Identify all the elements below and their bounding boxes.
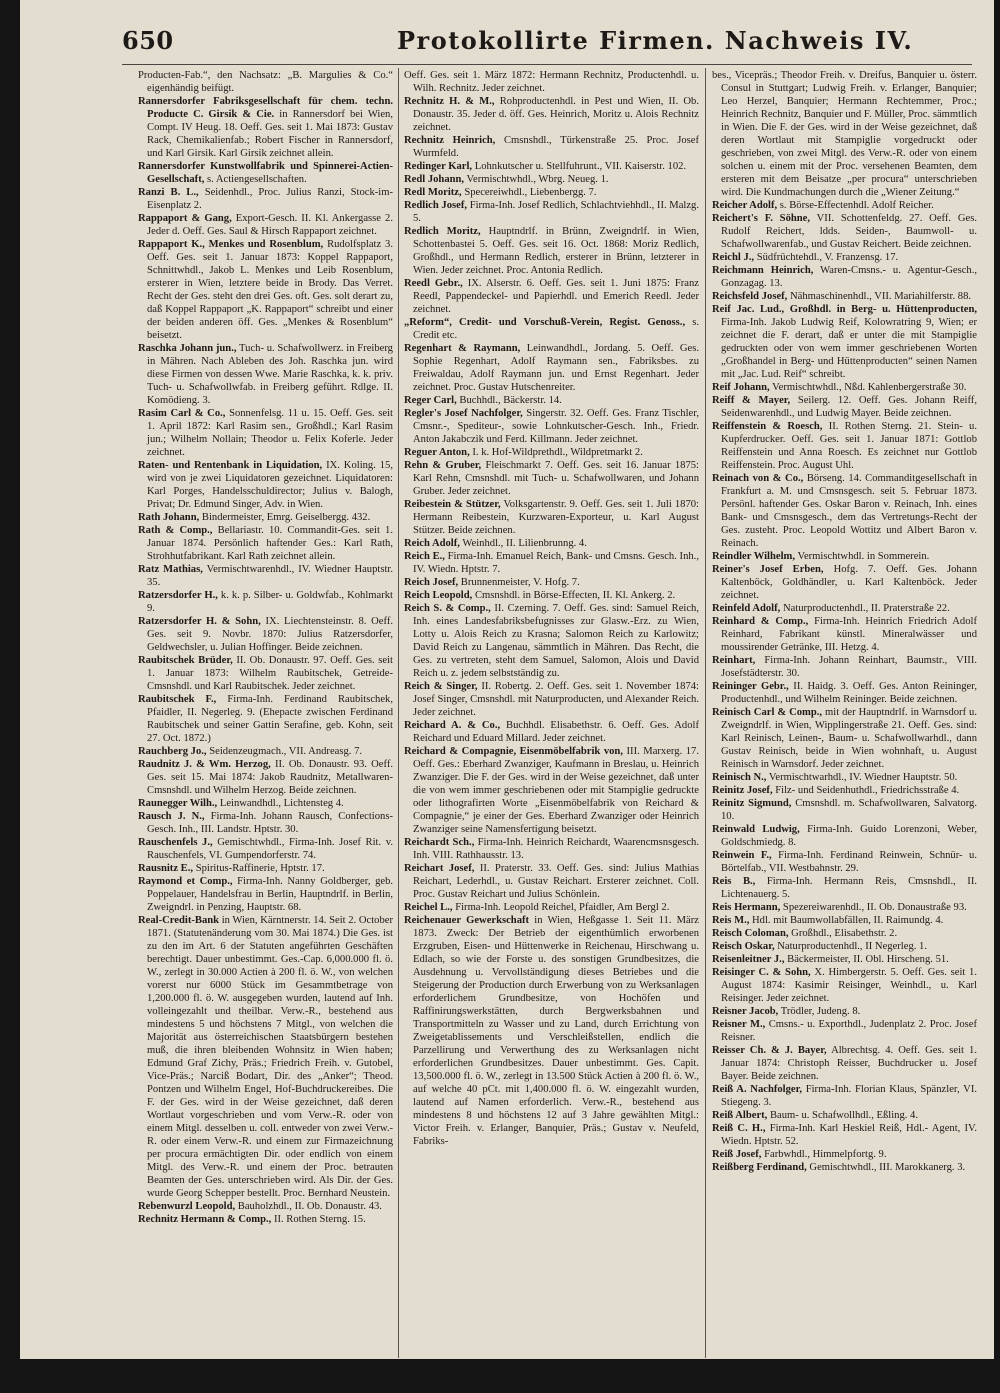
firm-name: Reiß A. Nachfolger, [712,1084,802,1095]
firm-entry [404,199,699,225]
firm-details: IX. Alserstr. 6. Oeff. Ges. seit 1. Juni 1875: Franz Reedl, Pappendeckel- und Papierhdl. und Emerich Reedl. Jeder zeichnet. [413,278,699,315]
firm-name: Reinisch N., [712,772,767,783]
firm-details: Leinwandhdl., Jordang. 5. Oeff. Ges. Sophie Regenhart, Adolf Raymann sen., Fabriksbes. zu Freiwaldau, Adolf Raymann jun. und Ernst Regenhart. Jeder zeichnet. Proc. Gustav Hutschenreiter. [413,343,699,393]
firm-entry [138,69,393,95]
firm-details: II. Rothen Sterng. 15. [273,1214,366,1225]
firm-details: Seilerg. 12. Oeff. Ges. Johann Reiff, Seidenwarenhdl., und Ludwig Mayer. Beide zeichnen. [721,395,977,419]
firm-entry [404,459,699,498]
firm-entry [712,602,977,615]
firm-details: Vermischtwhdl., Nßd. Kahlenbergerstraße 30. [772,382,967,393]
firm-details: IX. Liechtensteinstr. 8. Oeff. Ges. seit 9. Novbr. 1870: Julius Ratzersdorfer, Geldwechsler, u. Julian Hoffinger. Beide zeichnen. [147,616,393,653]
firm-details: mit der Hauptndrlf. in Warnsdorf u. Zweigndrlf. in Wien, Wipplingerstraße 21. Oeff. Ges. sind: Karl Reinisch, Leinen-, Baum- u. Schafwollwarhdl., dann Gustav Reinisch, beide in Wien wohnhaft, u. August Reinisch in Warnsdorf. Jeder zeichnet. [721,707,977,770]
firm-entry [404,394,699,407]
firm-entry [712,1083,977,1109]
firm-name: Reinhart, [712,655,756,666]
firm-entry [404,186,699,199]
firm-details: Vermischtwarenhdl., IV. Wiedner Hauptstr. 35. [147,564,393,588]
firm-details: Firma-Inh. Heinrich Reichardt, Waarencmsnsgesch. Inh. VIII. Rathhausstr. 13. [413,837,699,861]
firm-details: Trödler, Judeng. 8. [780,1006,861,1017]
firm-name: Redl Moritz, [404,187,462,198]
firm-entry [712,784,977,797]
firm-name: Ratzersdorfer H., [138,590,218,601]
firm-name: Raten- und Rentenbank in Liquidation, [138,460,323,471]
scan-border-left [0,0,20,1393]
firm-details: Bauholzhdl., II. Ob. Donaustr. 43. [237,1201,382,1212]
firm-entry [404,862,699,901]
firm-details: Bäckermeister, II. Obl. Hirscheng. 51. [787,954,949,965]
firm-entry [712,1044,977,1083]
firm-details: X. Himbergerstr. 5. Oeff. Ges. seit 1. August 1874: Kasimir Reisinger, Weinhdl., u. Karl Reisinger. Jeder zeichnet. [721,967,977,1004]
firm-details: II. Ob. Donaustr. 93. Oeff. Ges. seit 15. Mai 1874: Jakob Raudnitz, Metallwaren-Cmsnshdl. und Wilhelm Herzog. Beide zeichnen. [147,759,393,796]
firm-name: Reichsfeld Josef, [712,291,788,302]
firm-name: Reis Hermann, [712,902,781,913]
firm-entry [404,342,699,394]
firm-entry [712,849,977,875]
firm-name: Reisch Oskar, [712,941,775,952]
firm-details: Vermischtwhdl. in Sommerein. [797,551,930,562]
firm-details: Rohproductenhdl. in Pest und Wien, II. Ob. Donaustr. 35. Jeder d. öff. Ges. Heinrich, Moritz u. Alois Rechnitz zeichnet. [413,96,699,133]
firm-name: Reichel L., [404,902,453,913]
firm-entry [404,836,699,862]
firm-entry [404,225,699,277]
firm-name: Rauschenfels J., [138,837,213,848]
firm-name: Reichenauer Gewerkschaft [404,915,530,926]
firm-details: Großhdl., Elisabethstr. 2. [791,928,898,939]
firm-name: Ratz Mathias, [138,564,203,575]
scan-border-bottom [0,1359,1000,1393]
firm-entry [712,966,977,1005]
firm-details: Naturproductenhdl., II Negerleg. 1. [777,941,927,952]
firm-entry [138,758,393,797]
firm-details: in Wien, Kärntnerstr. 14. Seit 2. October 1871. (Statutenänderung vom 30. Mai 1874.) Die Ges. ist zu den im Art. 6 der Statuten angeführten Geschäften berechtigt. Dauer unbestimmt. Ges.-Cap. 6,000.000 fl. ö. W., zerlegt in 30.000 Actien à 200 fl. ö. W., von welchen vorerst nur 6000 Stück im Gesammtbetrage von 1,200.000 fl. ö. W. ausgegeben wurden, lautend auf Inh. volleingezahlt und theilbar. Verw.-R., bestehend aus mindestens 5 und höchstens 7 Mitgl., von welchen die Majorität aus österreichischen Staatsbürgern bestehen muß, die ihren bleibenden Wohnsitz in Wien haben; Edmund Graf Zichy, Präs.; Friedrich Freih. v. Gutobel, Vice-Präs.; Narciß Bodart, Dir. des „Anker“; Theod. Pontzen und Wilhelm Engel, Hof-Buchdruckereibes. Die F. der Ges. wird in der Weise gezeichnet, daß deren Wortlaut vorgeschrieben und vom Verw.-R. oder von einem Mitgl. desselben u. coll. entweder von zwei Verw.-R. oder einem Verw.-R. und einem zur Firmazeichnung per procura ermächtigten Dir. oder endlich von einem Mitgl. des Verw.-R. und einem der Proc. betrauten Beamten der Ges. unterschrieben wird. Als Dir. der Ges. wurde Georg Schepper bestellt. Proc. Bernhard Neustein. [147,915,393,1199]
firm-details: Nähmaschinenhdl., VII. Mariahilferstr. 88. [789,291,972,302]
firm-details: Farbwhdl., Himmelpfortg. 9. [764,1149,887,1160]
firm-name: Reich & Singer, [404,681,478,692]
firm-entry [138,212,393,238]
firm-entry [712,1109,977,1122]
firm-entry [138,615,393,654]
firm-name: Reichert's F. Söhne, [712,213,810,224]
firm-name: Rechnitz Heinrich, [404,135,496,146]
firm-entry [712,290,977,303]
firm-name: Reinfeld Adolf, [712,603,781,614]
firm-details: Firma-Inh. Heinrich Friedrich Adolf Reinhard, Fabrikant künstl. Mineralwässer und moussirender Getränke, III. Hetzg. 4. [721,616,977,653]
firm-details: Cmsnshdl. in Börse-Effecten, II. Kl. Ankerg. 2. [474,590,676,601]
firm-name: Regler's Josef Nachfolger, [404,408,523,419]
firm-name: Rehn & Gruber, [404,460,482,471]
firm-name: Reiner's Josef Erben, [712,564,824,575]
firm-details: Buchhdl., Bäckerstr. 14. [459,395,562,406]
firm-name: Rappaport & Gang, [138,213,232,224]
firm-entry [712,394,977,420]
column-2 [404,69,699,1359]
firm-entry [712,901,977,914]
firm-name: Rannersdorfer Fabriksgesellschaft für chem. techn. Producte C. Girsik & Cie. [138,96,393,120]
firm-details: Rudolfsplatz 3. Oeff. Ges. seit 1. Januar 1873: Koppel Rappaport, Schnittwhdl., Jakob L. Menkes und Leib Rosenblum, ersterer in Wien, letztere beide in Brody. Das Verret. Recht der Ges. steht den drei Ges. oft. Ges. solt derart zu, daß Koppel Rappaport „K. Rappaport“ schreibt und einer der beiden anderen öff. Ges. „Menkes & Rosenblum“ beisetzt. [147,239,393,341]
firm-details: Börseng. 14. Commanditgesellschaft in Frankfurt a. M. und Cmsnsgesch. seit 5. Februar 1873. Persönl. haftender Ges. Oskar Baron v. Reinach, Inh. eines Bank- und Cmsnsgesch., dem das Vertretungs-Recht der Ges. zusteht. Proc. Leopold Wottitz und Albert Baron v. Reinach. [721,473,977,549]
firm-name: Redinger Karl, [404,161,473,172]
firm-details: II. Czerning. 7. Oeff. Ges. sind: Samuel Reich, Inh. eines Landesfabriksbefugnisses zur Glasw.-Erz. zu Wien, Lotty u. Alois Reich zu Krasna; Salomon Reich zu Karlowitz; David Reich zu Langenau, sämmtlich in Mähren. Das Recht, die Ges. zu vertreten, steht dem Samuel, Salomon, Alois und David Reich u. z. jedem selbstständig zu. [413,603,699,679]
firm-name: Rausch J. N., [138,811,205,822]
firm-entry [712,1161,977,1174]
firm-details: Cmsns.- u. Exporthdl., Judenplatz 2. Proc. Josef Reisner. [721,1019,977,1043]
firm-entry [712,823,977,849]
firm-name: Raschka Johann jun., [138,343,237,354]
firm-name: Rannersdorfer Kunstwollfabrik und Spinnerei-Actien-Gesellschaft, [138,161,393,185]
firm-entry [138,95,393,160]
firm-details: Cmsnshdl. m. Schafwollwaren, Salvatorg. 10. [721,798,977,822]
firm-entry [138,810,393,836]
firm-details: Gemischtwhdl., III. Marokkanerg. 3. [809,1162,966,1173]
firm-name: Rauchberg Jo., [138,746,207,757]
firm-details: in Rannersdorf bei Wien, Compt. IV Heug. 18. Oeff. Ges. seit 1. Mai 1873: Gustav Rack, Chemikalienfab.; Robert Fischer in Rannersdorf, und Karl Girsik. Karl Girsik zeichnet allein. [147,109,393,159]
firm-entry [404,134,699,160]
firm-details: Gemischtwhdl., Firma-Inh. Josef Rit. v. Rauschenfels, VI. Gumpendorferstr. 74. [147,837,393,861]
firm-details: Firma-Inh. Leopold Reichel, Pfaidler, Am Bergl 2. [455,902,670,913]
firm-name: Reis M., [712,915,750,926]
firm-details: III. Marxerg. 17. Oeff. Ges.: Eberhard Zwanziger, Kaufmann in Breslau, u. Heinrich Zwanziger. Die F. der Ges. wird in der Weise gezeichnet, daß unter die von wem immer geschriebenen oder mit Stampiglie gedruckte oder lithografirten Worte „Eisenmöbelfabrik von Reichard & Compagnie,“ je einer der Ges. Eberhard Zwanziger oder Heinrich Zwanziger seine Namensfertigung beisetzt. [413,746,699,835]
firm-details: Firma-Inh. Jakob Ludwig Reif, Kolowratring 9, Wien; er zeichnet die F. derart, daß er unter die mit Stampiglie gedruckten oder von wem immer geschriebenen Worten „Großhandel in Berg- und Hüttenproducten“ seinen Namen mit „Jac. Lud. Reif“ schreibt. [721,317,977,380]
firm-name: Reger Carl, [404,395,457,406]
firm-name: Rappaport K., Menkes und Rosenblum, [138,239,324,250]
firm-entry [138,862,393,875]
firm-name: Reinwald Ludwig, [712,824,800,835]
firm-name: Reisner M., [712,1019,766,1030]
firm-entry [404,589,699,602]
firm-entry [712,303,977,381]
firm-details: Bindermeister, Emrg. Geiselbergg. 432. [201,512,371,523]
firm-details: Firma-Inh. Ferdinand Raubitschek, Pfaidler, II. Negerleg. 9. (Ehepacte zwischen Ferdinand Raubitschek und seiner Gattin Serafine, geb. Kohn, seit 27. Oct. 1872.) [147,694,393,744]
firm-name: Reiß Albert, [712,1110,768,1121]
firm-details: s. Credit etc. [413,317,699,341]
firm-entry [404,602,699,680]
firm-entry [138,342,393,407]
firm-details: s. Actiengesellschaften. [207,174,307,185]
firm-entry [712,875,977,901]
firm-entry [138,875,393,914]
firm-name: Reedl Gebr., [404,278,463,289]
firm-entry [404,407,699,446]
firm-details: Lohnkutscher u. Stellfuhrunt., VII. Kaiserstr. 102. [474,161,687,172]
firm-details: Hofg. 7. Oeff. Ges. Johann Kaltenböck, Goldhändler, u. Karl Kaltenböck. Jeder zeichnet. [721,564,977,601]
firm-entry [138,407,393,459]
firm-entry [404,745,699,836]
firm-details: Firma-Inh. Florian Klaus, Spänzler, VI. Stiegeng. 3. [721,1084,977,1108]
firm-entry [404,901,699,914]
firm-name: Reisinger C. & Sohn, [712,967,811,978]
firm-entry [404,173,699,186]
header-rule [122,64,972,65]
firm-entry [404,550,699,576]
firm-entry [138,459,393,511]
firm-entry [404,277,699,316]
firm-entry [712,706,977,771]
firm-details: Firma-Inh. Johann Reinhart, Baumstr., VIII. Josefstädterstr. 30. [721,655,977,679]
firm-entry [712,680,977,706]
firm-name: Reichart Josef, [404,863,475,874]
firm-entry [712,914,977,927]
firm-entry [138,914,393,1200]
firm-entry [138,745,393,758]
firm-name: Rath Johann, [138,512,200,523]
firm-name: „Reform“, Credit- und Vorschuß-Verein, Regist. Genoss., [404,317,686,328]
firm-name: Reich E., [404,551,445,562]
firm-name: Raudnitz J. & Wm. Herzog, [138,759,271,770]
firm-details: Firma-Inh. Josef Redlich, Schlachtviehhdl., II. Malzg. 5. [413,200,699,224]
firm-details: II. Haidg. 3. Oeff. Ges. Anton Reininger, Productenhdl., und Wilhelm Reininger. Beide zeichnen. [721,681,977,705]
firm-details: Vermischtwhdl., Wbrg. Neueg. 1. [466,174,609,185]
firm-name: Raunegger Wilh., [138,798,218,809]
column-divider [705,68,706,1358]
firm-details: bes., Vicepräs.; Theodor Freih. v. Dreifus, Banquier u. österr. Consul in Stuttgart; Ludwig Freih. v. Erlanger, Banquier; Leo Herzel, Banquier; Hermann Rechtemmer, Proc.; Heinrich Rechnitz, Banquier und F. Müller, Proc. sämmtlich in Wien. Die F. der Ges. wird in der Weise gezeichnet, daß deren Wortlaut mit Stampiglie vorgedruckt oder geschrieben, von zwei Mitgl. des Verw.-R. oder von einem solchen u. einem mit der Proc. versehenen Beamten, dem ersteren mit dem Beisatze „per procura“ unterschrieben wird. Die Kundmachungen durch die „Wiener Zeitung.“ [712,70,977,198]
firm-name: Reinach von & Co., [712,473,804,484]
firm-entry [712,1005,977,1018]
firm-details: Naturproductenhdl., II. Praterstraße 22. [782,603,950,614]
firm-entry [712,199,977,212]
firm-details: VII. Schottenfeldg. 27. Oeff. Ges. Rudolf Reichert, ldds. Seiden-, Baumwoll- u. Schafwollwarenfab., und Gustav Reichert. Beide zeichnen. [721,213,977,250]
firm-name: Rausnitz E., [138,863,194,874]
firm-details: Albrechtsg. 4. Oeff. Ges. seit 1. Januar 1874: Christoph Reisser, Buchdrucker u. Josef Bayer. Beide zeichnen. [721,1045,977,1082]
firm-details: I. k. Hof-Wildprethdl., Wildpretmarkt 2. [472,447,643,458]
firm-entry [404,576,699,589]
firm-name: Reichard & Compagnie, Eisenmöbelfabrik von, [404,746,623,757]
firm-name: Reißberg Ferdinand, [712,1162,807,1173]
firm-details: s. Börse-Effectenhdl. Adolf Reicher. [779,200,934,211]
firm-details: Vermischtwarhdl., IV. Wiedner Hauptstr. 50. [768,772,958,783]
firm-entry [404,316,699,342]
firm-details: Leinwandhdl., Lichtensteg 4. [219,798,344,809]
firm-entry [404,160,699,173]
firm-entry [138,1213,393,1226]
firm-name: Reisenleitner J., [712,954,785,965]
firm-details: Firma-Inh. Nanny Goldberger, geb. Poppelauer, Handelsfrau in Berlin, Hauptndrlf. in Berlin, Zweigndrl. in Penzing, Hauptstr. 68. [147,876,393,913]
firm-details: Hauptndrlf. in Brünn, Zweigndrlf. in Wien, Schottenbastei 5. Oeff. Ges. seit 16. Oct. 1868: Moriz Redlich, Großhdl., und Hermann Redlich, ersterer in Brünn, letzterer in Wien. Jeder zeichnet. Proc. Antonia Redlich. [413,226,699,276]
firm-name: Reicher Adolf, [712,200,778,211]
running-head: Protokollirte Firmen. Nachweis IV. [397,26,914,55]
firm-name: Reiffenstein & Roesch, [712,421,823,432]
firm-entry [712,420,977,472]
firm-details: Tuch- u. Schafwollwerz. in Freiberg in Mähren. Nach Ableben des Joh. Raschka jun. wird diese Firmen von dessen Wwe. Marie Raschka, k. k. priv. Tuch- u. Schafwollwfab. in Freiberg geführt. Rdlge. II. Komödieng. 3. [147,343,393,406]
firm-name: Rebenwurzl Leopold, [138,1201,236,1212]
firm-name: Reibestein & Stützer, [404,499,501,510]
firm-details: Seidenzeugmach., VII. Andreasg. 7. [209,746,363,757]
firm-details: Filz- und Seidenhuthdl., Friedrichsstraße 4. [775,785,960,796]
firm-name: Raubitschek Brüder, [138,655,233,666]
firm-details: Volksgartenstr. 9. Oeff. Ges. seit 1. Juli 1870: Hermann Reibestein, Kurzwaren-Exporteur, u. Karl August Stützer. Beide zeichnen. [413,499,699,536]
firm-entry [712,69,977,199]
firm-entry [138,511,393,524]
firm-details: Brunnenmeister, V. Hofg. 7. [460,577,580,588]
firm-name: Reguer Anton, [404,447,470,458]
firm-details: II. Rothen Sterng. 21. Stein- u. Kupferdrucker. Oeff. Ges. seit 1. Januar 1871: Gottlob Reiffenstein und Anna Roesch. Es zeichnet nur Gottlob Reiffenstein. Proc. August Uhl. [721,421,977,471]
firm-details: Spezereiwarenhdl., II. Ob. Donaustraße 93. [782,902,967,913]
firm-details: in Wien, Heßgasse 1. Seit 11. März 1873. Zweck: Der Betrieb der eigenthümlich erworbenen Erzgruben, Eisen- und Hüttenwerke in Reichenau, Hirschwang u. Edlach, so wie der Forste u. des sonstigen Grundbesitzes, die Ausdehnung u. Vervollständigung dieses Betriebes und die Steigerung der Production durch Erwerbung von zu Werksanlagen erforderlichem Grundbesitze, von Hochöfen und Raffinirungswerkstätten, durch Bergwerksbahnen und Transportmitteln zu Wasser und zu Land, durch Errichtung von Zweigetablissements und Verschleißstellen, endlich die Parzellirung und Verwerthung des zu Werksanlagen nicht erforderlichen Grundbesitzes. Dauer unbestimmt. Ges. Capit. 13,500.000 fl. ö. W., zerlegt in 13.500 Stück Actien à 200 fl. ö. W., auf welche 40 pCt. mit 1,400.000 fl. ö. W. eingezahlt wurden, lautend auf Namen erforderlich. Verw.-R., bestehend aus mindestens 8 und höchstens 12 auf 3 Jahre gewählten Mitgl.: Victor Freih. v. Erlanger, Banquier, Präs.; Gustav v. Neufeld, Fabriks- [413,915,699,1147]
firm-details: Firma-Inh. Karl Heskiel Reiß, Hdl.- Agent, IV. Wiedn. Hptstr. 52. [721,1123,977,1147]
firm-entry [138,524,393,563]
firm-details: Weinhdl., II. Lilienbrunng. 4. [462,538,587,549]
firm-details: Spiritus-Raffinerie, Hptstr. 17. [195,863,325,874]
firm-entry [712,251,977,264]
column-1 [138,69,393,1359]
firm-details: Firma-Inh. Johann Rausch, Confections-Gesch. Inh., III. Landstr. Hptstr. 30. [147,811,393,835]
firm-entry [404,914,699,1148]
firm-name: Rasim Carl & Co., [138,408,226,419]
firm-details: II. Robertg. 2. Oeff. Ges. seit 1. November 1874: Josef Singer, Cmsnshdl. mit Naturproducten, und Alexander Reich. Jeder zeichnet. [413,681,699,718]
firm-details: II. Praterstr. 33. Oeff. Ges. sind: Julius Mathias Reichart, Lederhdl., u. Gustav Reichart. Ersterer zeichnet. Coll. Proc. Gustav Reichart und Julius Schönlein. [413,863,699,900]
firm-details: Waren-Cmsns.- u. Agentur-Gesch., Gonzagag. 13. [721,265,977,289]
firm-name: Reif Jac. Lud., Großhdl. in Berg- u. Hüttenproducten, [712,304,977,315]
firm-details: Export-Gesch. II. Kl. Ankergasse 2. Jeder d. Oeff. Ges. Saul & Hirsch Rappaport zeichnet. [147,213,393,237]
firm-entry [404,95,699,134]
firm-entry [138,797,393,810]
firm-entry [404,537,699,550]
firm-name: Redlich Josef, [404,200,467,211]
firm-entry [404,719,699,745]
firm-name: Reiß C. H., [712,1123,766,1134]
firm-name: Reich Josef, [404,577,459,588]
firm-name: Reisch Coloman, [712,928,789,939]
firm-name: Raymond et Comp., [138,876,233,887]
firm-entry [712,381,977,394]
firm-details: Firma-Inh. Guido Lorenzoni, Weber, Goldschmiedg. 8. [721,824,977,848]
firm-name: Reichl J., [712,252,755,263]
firm-name: Reinitz Josef, [712,785,773,796]
firm-details: Firma-Inh. Emanuel Reich, Bank- und Cmsns. Gesch. Inh., IV. Wiedn. Hptstr. 7. [413,551,699,575]
firm-details: k. k. p. Silber- u. Goldwfab., Kohlmarkt 9. [147,590,393,614]
firm-entry [138,836,393,862]
firm-name: Reich Adolf, [404,538,460,549]
firm-name: Reichard A. & Co., [404,720,501,731]
firm-entry [712,771,977,784]
firm-entry [712,212,977,251]
firm-entry [712,472,977,550]
firm-entry [138,160,393,186]
firm-details: Südfrüchtehdl., V. Franzensg. 17. [756,252,899,263]
firm-details: Bellariastr. 10. Commandit-Ges. seit 1. Januar 1874. Persönlich haftender Ges.: Karl Rath, Strohhutfabrikant. Karl Rath zeichnet allein. [147,525,393,562]
firm-name: Rechnitz Hermann & Comp., [138,1214,272,1225]
firm-details: Singerstr. 32. Oeff. Ges. Franz Tischler, Cmsnr.-, Spediteur-, sowie Lohnkutscher-Gesch. Inh., Friedr. Anton Jakabczik und Ferd. Killmann. Jeder zeichnet. [413,408,699,445]
firm-details: Oeff. Ges. seit 1. März 1872: Hermann Rechnitz, Productenhdl. u. Wilh. Rechnitz. Jeder zeichnet. [404,70,699,94]
firm-name: Reich Leopold, [404,590,473,601]
firm-entry [712,654,977,680]
firm-name: Redlich Moritz, [404,226,481,237]
firm-details: Specereiwhdl., Liebenbergg. 7. [464,187,597,198]
firm-name: Reichmann Heinrich, [712,265,814,276]
firm-name: Reinwein F., [712,850,772,861]
firm-entry [138,563,393,589]
firm-details: Fleischmarkt 7. Oeff. Ges. seit 16. Januar 1875: Karl Rehn, Cmsnshdl. mit Tuch- u. Schafwollwaren, und Johann Gruber. Jeder zeichnet. [413,460,699,497]
column-3 [712,69,977,1359]
firm-name: Reichardt Sch., [404,837,475,848]
firm-name: Reich S. & Comp., [404,603,491,614]
firm-details: Firma-Inh. Hermann Reis, Cmsnshdl., II. Lichtenauerg. 5. [721,876,977,900]
page-number: 650 [122,26,174,55]
firm-entry [138,654,393,693]
firm-details: II. Ob. Donaustr. 97. Oeff. Ges. seit 1. Januar 1873: Wilhelm Raubitschek, Getreide-Cmsnshdl. und Karl Raubitschek. Jeder zeichnet. [147,655,393,692]
firm-name: Ranzi B. L., [138,187,199,198]
page-header [122,26,972,66]
firm-entry [404,498,699,537]
firm-entry [712,953,977,966]
firm-details: Producten-Fab.“, den Nachsatz: „B. Margulies & Co.“ eigenhändig beifügt. [138,70,393,94]
firm-details: Seidenhdl., Proc. Julius Ranzi, Stock-im-Eisenplatz 2. [147,187,393,211]
firm-details: IX. Koling. 15, wird von je zwei Liquidatoren gezeichnet. Liquidatoren: Karl Porges, Handelsschuldirector; Julius v. Balogh, Privat; Dr. Edmund Singer, Adv. in Wien. [147,460,393,510]
firm-name: Rath & Comp., [138,525,213,536]
firm-name: Reinitz Sigmund, [712,798,792,809]
firm-name: Real-Credit-Bank [138,915,220,926]
firm-entry [712,550,977,563]
firm-name: Reinhard & Comp., [712,616,809,627]
firm-details: Baum- u. Schafwollhdl., Eßling. 4. [769,1110,918,1121]
firm-details: Cmsnshdl., Türkenstraße 25. Proc. Josef Wurmfeld. [413,135,699,159]
firm-name: Reiß Josef, [712,1149,762,1160]
firm-entry [712,1122,977,1148]
firm-name: Reiff & Mayer, [712,395,791,406]
firm-entry [404,680,699,719]
firm-name: Reis B., [712,876,756,887]
firm-entry [138,186,393,212]
firm-name: Reif Johann, [712,382,770,393]
firm-entry [712,1148,977,1161]
firm-name: Reisner Jacob, [712,1006,779,1017]
firm-entry [138,1200,393,1213]
column-divider [398,68,399,1358]
firm-entry [712,264,977,290]
firm-details: Sonnenfelsg. 11 u. 15. Oeff. Ges. seit 1. April 1872: Karl Rasim sen., Großhdl.; Karl Rasim jun.; Wilhelm Nollain; Theodor u. Felix Koferle. Jeder zeichnet. [147,408,393,458]
firm-name: Redl Johann, [404,174,465,185]
firm-name: Regenhart & Raymann, [404,343,521,354]
firm-entry [404,69,699,95]
firm-name: Raubitschek F., [138,694,217,705]
firm-name: Reindler Wilhelm, [712,551,795,562]
firm-name: Rechnitz H. & M., [404,96,495,107]
firm-name: Reinisch Carl & Comp., [712,707,823,718]
scan-border-right [994,0,1000,1393]
firm-details: Buchhdl. Elisabethstr. 6. Oeff. Ges. Adolf Reichard und Eduard Millard. Jeder zeichnet. [413,720,699,744]
firm-entry [712,797,977,823]
firm-entry [712,1018,977,1044]
firm-entry [712,927,977,940]
firm-entry [712,615,977,654]
firm-details: Firma-Inh. Ferdinand Reinwein, Schnür- u. Börtelfab., VII. Westbahnstr. 29. [721,850,977,874]
firm-name: Reininger Gebr., [712,681,789,692]
firm-entry [712,563,977,602]
firm-entry [138,589,393,615]
firm-name: Reisser Ch. & J. Bayer, [712,1045,827,1056]
firm-entry [404,446,699,459]
firm-entry [138,693,393,745]
firm-details: Hdl. mit Baumwollabfällen, II. Raimundg. 4. [752,915,944,926]
firm-entry [712,940,977,953]
firm-name: Ratzersdorfer H. & Sohn, [138,616,261,627]
firm-entry [138,238,393,342]
